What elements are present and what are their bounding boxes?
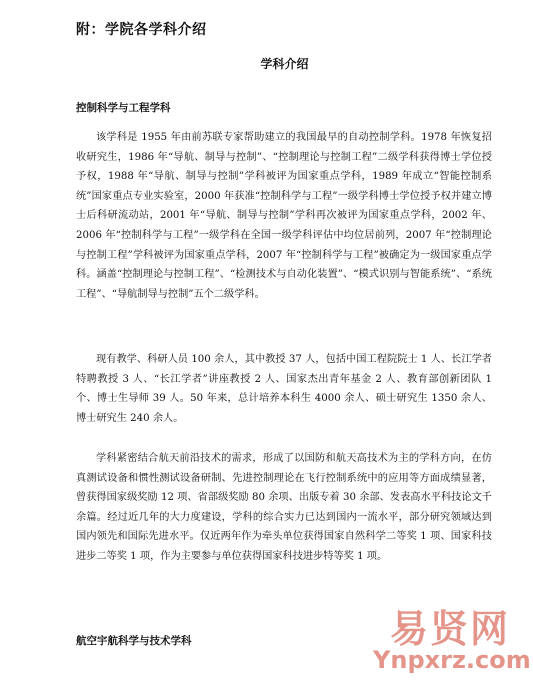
paragraph-history: 该学科是 1955 年由前苏联专家帮助建立的我国最早的自动控制学科。1978 年恢复招收研究生，1986 年“导航、制导与控制”、“控制理论与控制工程”二级学科获得博士学位授予权，1988 年“导航、制导与控制”学科被评为国家重点学科，1989 年成立“智能控制系统”国家重点专业实验室，2000 年获准“控制科学与工程”一级学科博士学位授予权并建立博士后科研流动站，2001 年“导航、制导与控制”学科再次被评为国家重点学科，2002 年、2006 年“控制科学与工程”一级学科在全国一级学科评估中均位居前列，2007 年“控制理论与控制工程”学科被评为国家重点学科，2007 年“控制科学与工程”被确定为一级国家重点学科。涵盖“控制理论与控制工程”、“检测技术与自动化装置”、“模式识别与智能系统”、“系统工程”、“导航制导与控制”五个二级学科。 [76,132,492,300]
paragraph-staff: 现有教学、科研人员 100 余人，其中教授 37 人，包括中国工程院院士 1 人、长江学者特聘教授 3 人、“长江学者”讲座教授 2 人、国家杰出青年基金 2 人、教育部创新团队 1 个、博士生导师 39 人。50 年来，总计培养本科生 4000 余人、硕士研究生 1350 余人、博士研究生 240 余人。 [76,354,492,424]
section-heading-control: 控制科学与工程学科 [76,102,171,114]
section-heading-aerospace: 航空宇航科学与技术学科 [76,635,192,647]
watermark-logo [373,598,531,680]
paragraph-research: 学科紧密结合航天前沿技术的需求，形成了以国防和航天高技术为主的学科方向，在仿真测试设备和惯性测试设备研制、先进控制理论在飞行控制系统中的应用等方面成绩显著，曾获得国家级奖励 12 项、省部级奖励 80 余项、出版专着 30 余部、发表高水平科技论文千余篇。经过近几年的大力度建设，学科的综合实力已达到国内一流水平，部分研究领域达到国内领先和国际先进水平。仅近两年作为牵头单位获得国家自然科学二等奖 1 项、国家科技进步二等奖 1 项，作为主要参与单位获得国家科技进步特等奖 1 项。 [76,453,492,562]
watermark-cn-text: 易贤网 [389,607,510,651]
appendix-title: 附：学院各学科介绍 [76,22,207,38]
document-title: 学科介绍 [260,57,309,71]
watermark-en-text: Ynpxrz.com [373,646,531,674]
